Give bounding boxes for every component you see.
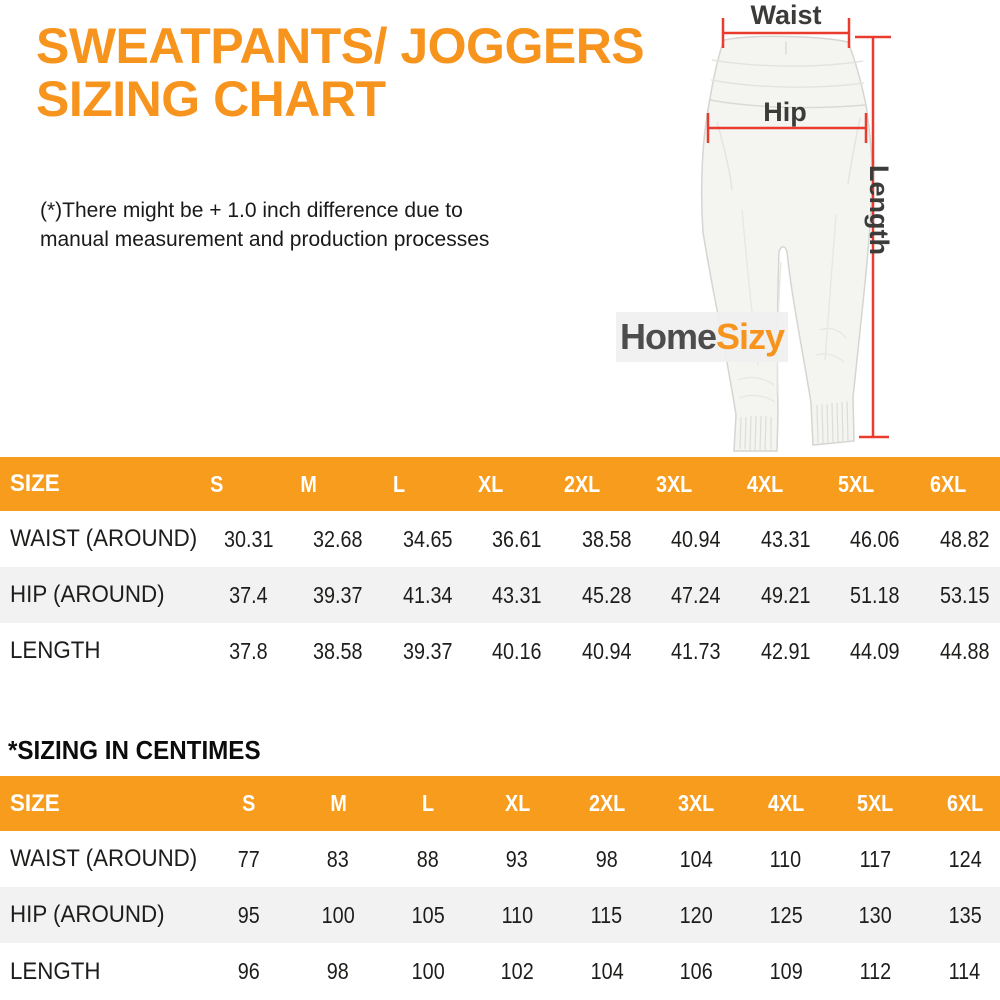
column-header: 5XL [857,790,894,816]
size-value: 115 [590,901,623,928]
size-value: 102 [500,958,534,984]
size-value: 37.8 [229,637,268,664]
size-value: 100 [411,958,445,984]
size-value: 44.88 [939,637,990,664]
size-value: 36.61 [492,525,543,552]
brand-logo-sizy: Sizy [715,316,785,357]
size-value: 104 [590,958,624,984]
brand-logo [616,312,788,362]
size-value: 40.16 [492,637,543,664]
waist-label: Waist [750,0,822,30]
column-header: XL [478,470,504,497]
size-value: 95 [237,901,260,928]
size-value: 38.58 [581,525,632,552]
row-label: LENGTH [10,957,101,985]
disclaimer-line2: manual measurement and production processes [40,228,490,251]
pants-illustration [620,0,1000,460]
column-header: 5XL [838,470,875,497]
size-value: 130 [858,901,892,928]
size-value: 46.06 [850,525,901,552]
size-table-inches [0,457,1000,679]
column-header: 3XL [655,470,692,497]
size-value: 43.31 [760,525,811,552]
size-value: 39.37 [313,581,364,608]
column-header: S [210,470,224,497]
size-value: 98 [595,845,618,872]
column-header: L [421,790,434,816]
size-value: 112 [859,958,892,984]
row-label: WAIST (AROUND) [10,845,198,872]
row-label: WAIST (AROUND) [10,525,198,552]
size-value: 135 [948,901,982,928]
column-header: 3XL [678,790,715,816]
table-row [0,831,1000,887]
size-value: 39.37 [402,637,453,664]
size-value: 110 [501,901,534,928]
table-row [0,887,1000,943]
size-value: 114 [948,958,981,984]
size-value: 32.68 [313,525,364,552]
size-value: 42.91 [760,637,811,664]
size-value: 98 [327,958,350,984]
row-label: HIP (AROUND) [10,901,165,928]
row-label: LENGTH [10,637,101,664]
page-title-line1: SWEATPANTS/ JOGGERS [36,18,645,74]
size-value: 40.94 [581,637,632,664]
table-row [0,567,1000,623]
size-value: 88 [416,845,439,872]
column-header: 2XL [588,790,625,816]
size-value: 47.24 [671,581,722,608]
size-value: 41.34 [402,581,453,608]
size-value: 51.18 [850,581,901,608]
size-value: 93 [506,845,529,872]
size-value: 109 [769,958,803,984]
column-header: 4XL [767,790,804,816]
size-value: 37.4 [229,581,268,608]
size-value: 77 [237,845,260,872]
pants-measurement-diagram [620,0,1000,460]
size-value: 110 [769,845,802,872]
size-value: 96 [237,958,260,984]
size-value: 125 [769,901,803,928]
brand-logo-home: Home [619,316,716,357]
size-value: 44.09 [850,637,901,664]
column-header: 6XL [946,790,983,816]
size-value: 124 [948,845,982,872]
size-value: 106 [679,958,713,984]
row-label: HIP (AROUND) [10,581,165,608]
size-value: 83 [327,845,350,872]
column-header: L [393,470,406,497]
column-header: 6XL [929,470,966,497]
column-header-size: SIZE [10,789,60,817]
cm-section-heading: *SIZING IN CENTIMES [8,735,261,765]
table-header [0,776,1000,831]
size-value: 38.58 [313,637,364,664]
size-table-centimeters [0,776,1000,1000]
size-value: 48.82 [939,525,990,552]
column-header: M [299,470,317,497]
length-label: Length [864,165,894,255]
size-value: 104 [679,845,713,872]
table-header [0,457,1000,511]
size-value: 105 [411,901,445,928]
column-header-size: SIZE [10,470,60,497]
hip-label: Hip [763,97,807,127]
size-value: 49.21 [760,581,811,608]
size-value: 120 [679,901,713,928]
table-row [0,943,1000,1000]
size-value: 30.31 [223,525,274,552]
column-header: XL [504,790,530,816]
size-value: 40.94 [671,525,722,552]
page-title-line2: SIZING CHART [36,71,386,127]
size-value: 100 [321,901,355,928]
column-header: 2XL [564,470,601,497]
size-value: 43.31 [492,581,543,608]
column-header: M [329,790,347,816]
size-value: 53.15 [939,581,990,608]
size-value: 41.73 [671,637,722,664]
column-header: 4XL [746,470,784,497]
disclaimer-note [40,196,489,254]
page-title [36,20,644,126]
size-value: 34.65 [402,525,453,552]
column-header: S [242,790,256,816]
table-row [0,511,1000,567]
size-value: 45.28 [581,581,632,608]
disclaimer-line1: (*)There might be + 1.0 inch difference due to [40,199,463,222]
size-value: 117 [859,845,892,872]
table-row [0,623,1000,679]
